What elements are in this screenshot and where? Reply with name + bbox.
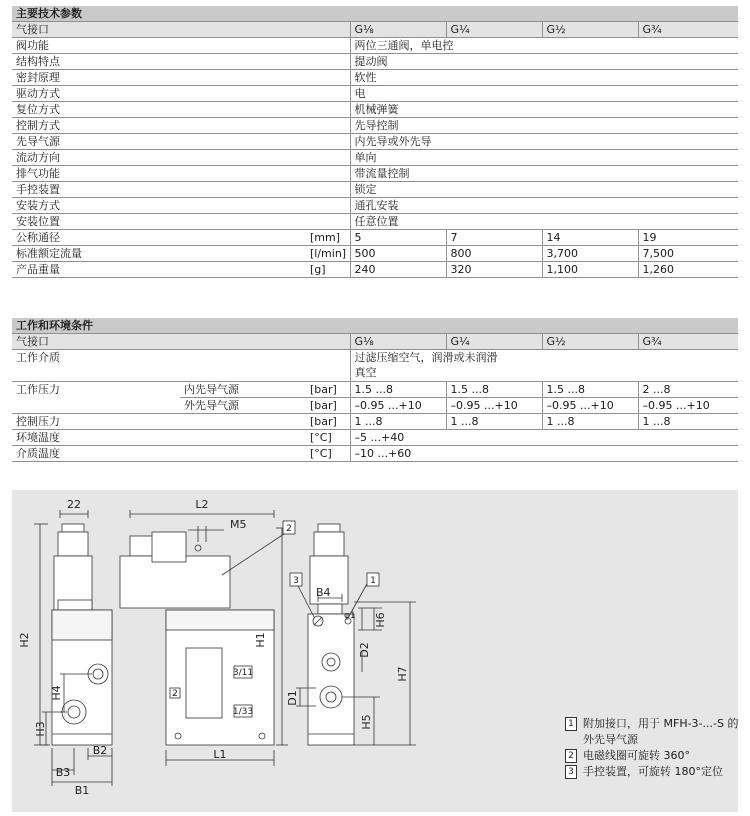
table-row: 密封原理 软性 xyxy=(12,70,738,86)
dim-h1: H1 xyxy=(254,632,267,648)
dim-d2: D2 xyxy=(358,642,371,658)
dim-h4: H4 xyxy=(50,685,63,701)
table-row: 工作压力 内先导气源 [bar] 1.5 ...8 1.5 ...8 1.5 ...8 2 ...8 xyxy=(12,382,738,398)
table-row: 产品重量 [g] 240 320 1,100 1,260 xyxy=(12,262,738,278)
dim-b3: B3 xyxy=(55,766,71,779)
table-row: 排气功能 带流量控制 xyxy=(12,166,738,182)
callout-2: 2 xyxy=(286,524,292,534)
dim-l1: L1 xyxy=(213,748,227,761)
main-spec-title: 主要技术参数 xyxy=(12,6,738,22)
table-row: 流动方向 单向 xyxy=(12,150,738,166)
dim-b4: B4 xyxy=(316,586,331,599)
table-row: 工作介质 过滤压缩空气，润滑或未润滑 真空 xyxy=(12,350,738,382)
port-label-133: 1/33 xyxy=(232,707,254,717)
legend-item: 2 电磁线圈可旋转 360° xyxy=(565,748,745,764)
legend-item: 3 手控装置，可旋转 180°定位 xyxy=(565,764,745,780)
table-row: 安装方式 通孔安装 xyxy=(12,198,738,214)
table-row: 手控装置 锁定 xyxy=(12,182,738,198)
port-label-2: 2 xyxy=(172,689,178,699)
table-row: 驱动方式 电 xyxy=(12,86,738,102)
main-spec-section xyxy=(12,6,738,278)
dim-h5: H5 xyxy=(360,714,373,730)
dim-b1: B1 xyxy=(74,784,90,797)
table-row: 安装位置 任意位置 xyxy=(12,214,738,230)
work-spec-section xyxy=(12,318,738,462)
table-row: 控制方式 先导控制 xyxy=(12,118,738,134)
callout-1: 1 xyxy=(370,576,376,586)
port-label-311: 3/11 xyxy=(232,668,254,678)
table-row: 结构特点 提动阀 xyxy=(12,54,738,70)
main-spec-header-row: 气接口 G⅛ G¼ G½ G¾ xyxy=(12,22,738,38)
drawing-legend xyxy=(565,716,745,780)
dim-h6: H6 xyxy=(374,612,387,628)
table-row: 介质温度 [°C] –10 ...+60 xyxy=(12,446,738,462)
legend-item: 1 附加接口，用于 MFH-3-...-S 的外先导气源 xyxy=(565,716,745,748)
dim-b2: B2 xyxy=(92,744,108,757)
table-row: 标准额定流量 [l/min] 500 800 3,700 7,500 xyxy=(12,246,738,262)
dim-h3: H3 xyxy=(34,721,47,737)
dim-h2: H2 xyxy=(18,632,31,648)
table-row: 环境温度 [°C] –5 ...+40 xyxy=(12,430,738,446)
dim-22: 22 xyxy=(67,498,81,511)
work-spec-title: 工作和环境条件 xyxy=(12,318,738,334)
dim-m5: M5 xyxy=(230,518,247,531)
work-spec-header-row: 气接口 G⅛ G¼ G½ G¾ xyxy=(12,334,738,350)
callout-3: 3 xyxy=(293,576,299,586)
dim-l2: L2 xyxy=(195,498,209,511)
main-spec-table xyxy=(12,6,738,278)
dim-d1: D1 xyxy=(286,690,299,706)
work-spec-table xyxy=(12,318,738,462)
dim-phi1: φ1 xyxy=(344,611,356,621)
dim-h7: H7 xyxy=(396,666,409,682)
table-row: 阀功能 两位三通阀，单电控 xyxy=(12,38,738,54)
table-row: 先导气源 内先导或外先导 xyxy=(12,134,738,150)
table-row: 控制压力 [bar] 1 ...8 1 ...8 1 ...8 1 ...8 xyxy=(12,414,738,430)
table-row: 公称通径 [mm] 5 7 14 19 xyxy=(12,230,738,246)
table-row: 外先导气源 [bar] –0.95 ...+10 –0.95 ...+10 –0.95 ...+10 –0.95 ...+10 xyxy=(12,398,738,414)
table-row: 复位方式 机械弹簧 xyxy=(12,102,738,118)
